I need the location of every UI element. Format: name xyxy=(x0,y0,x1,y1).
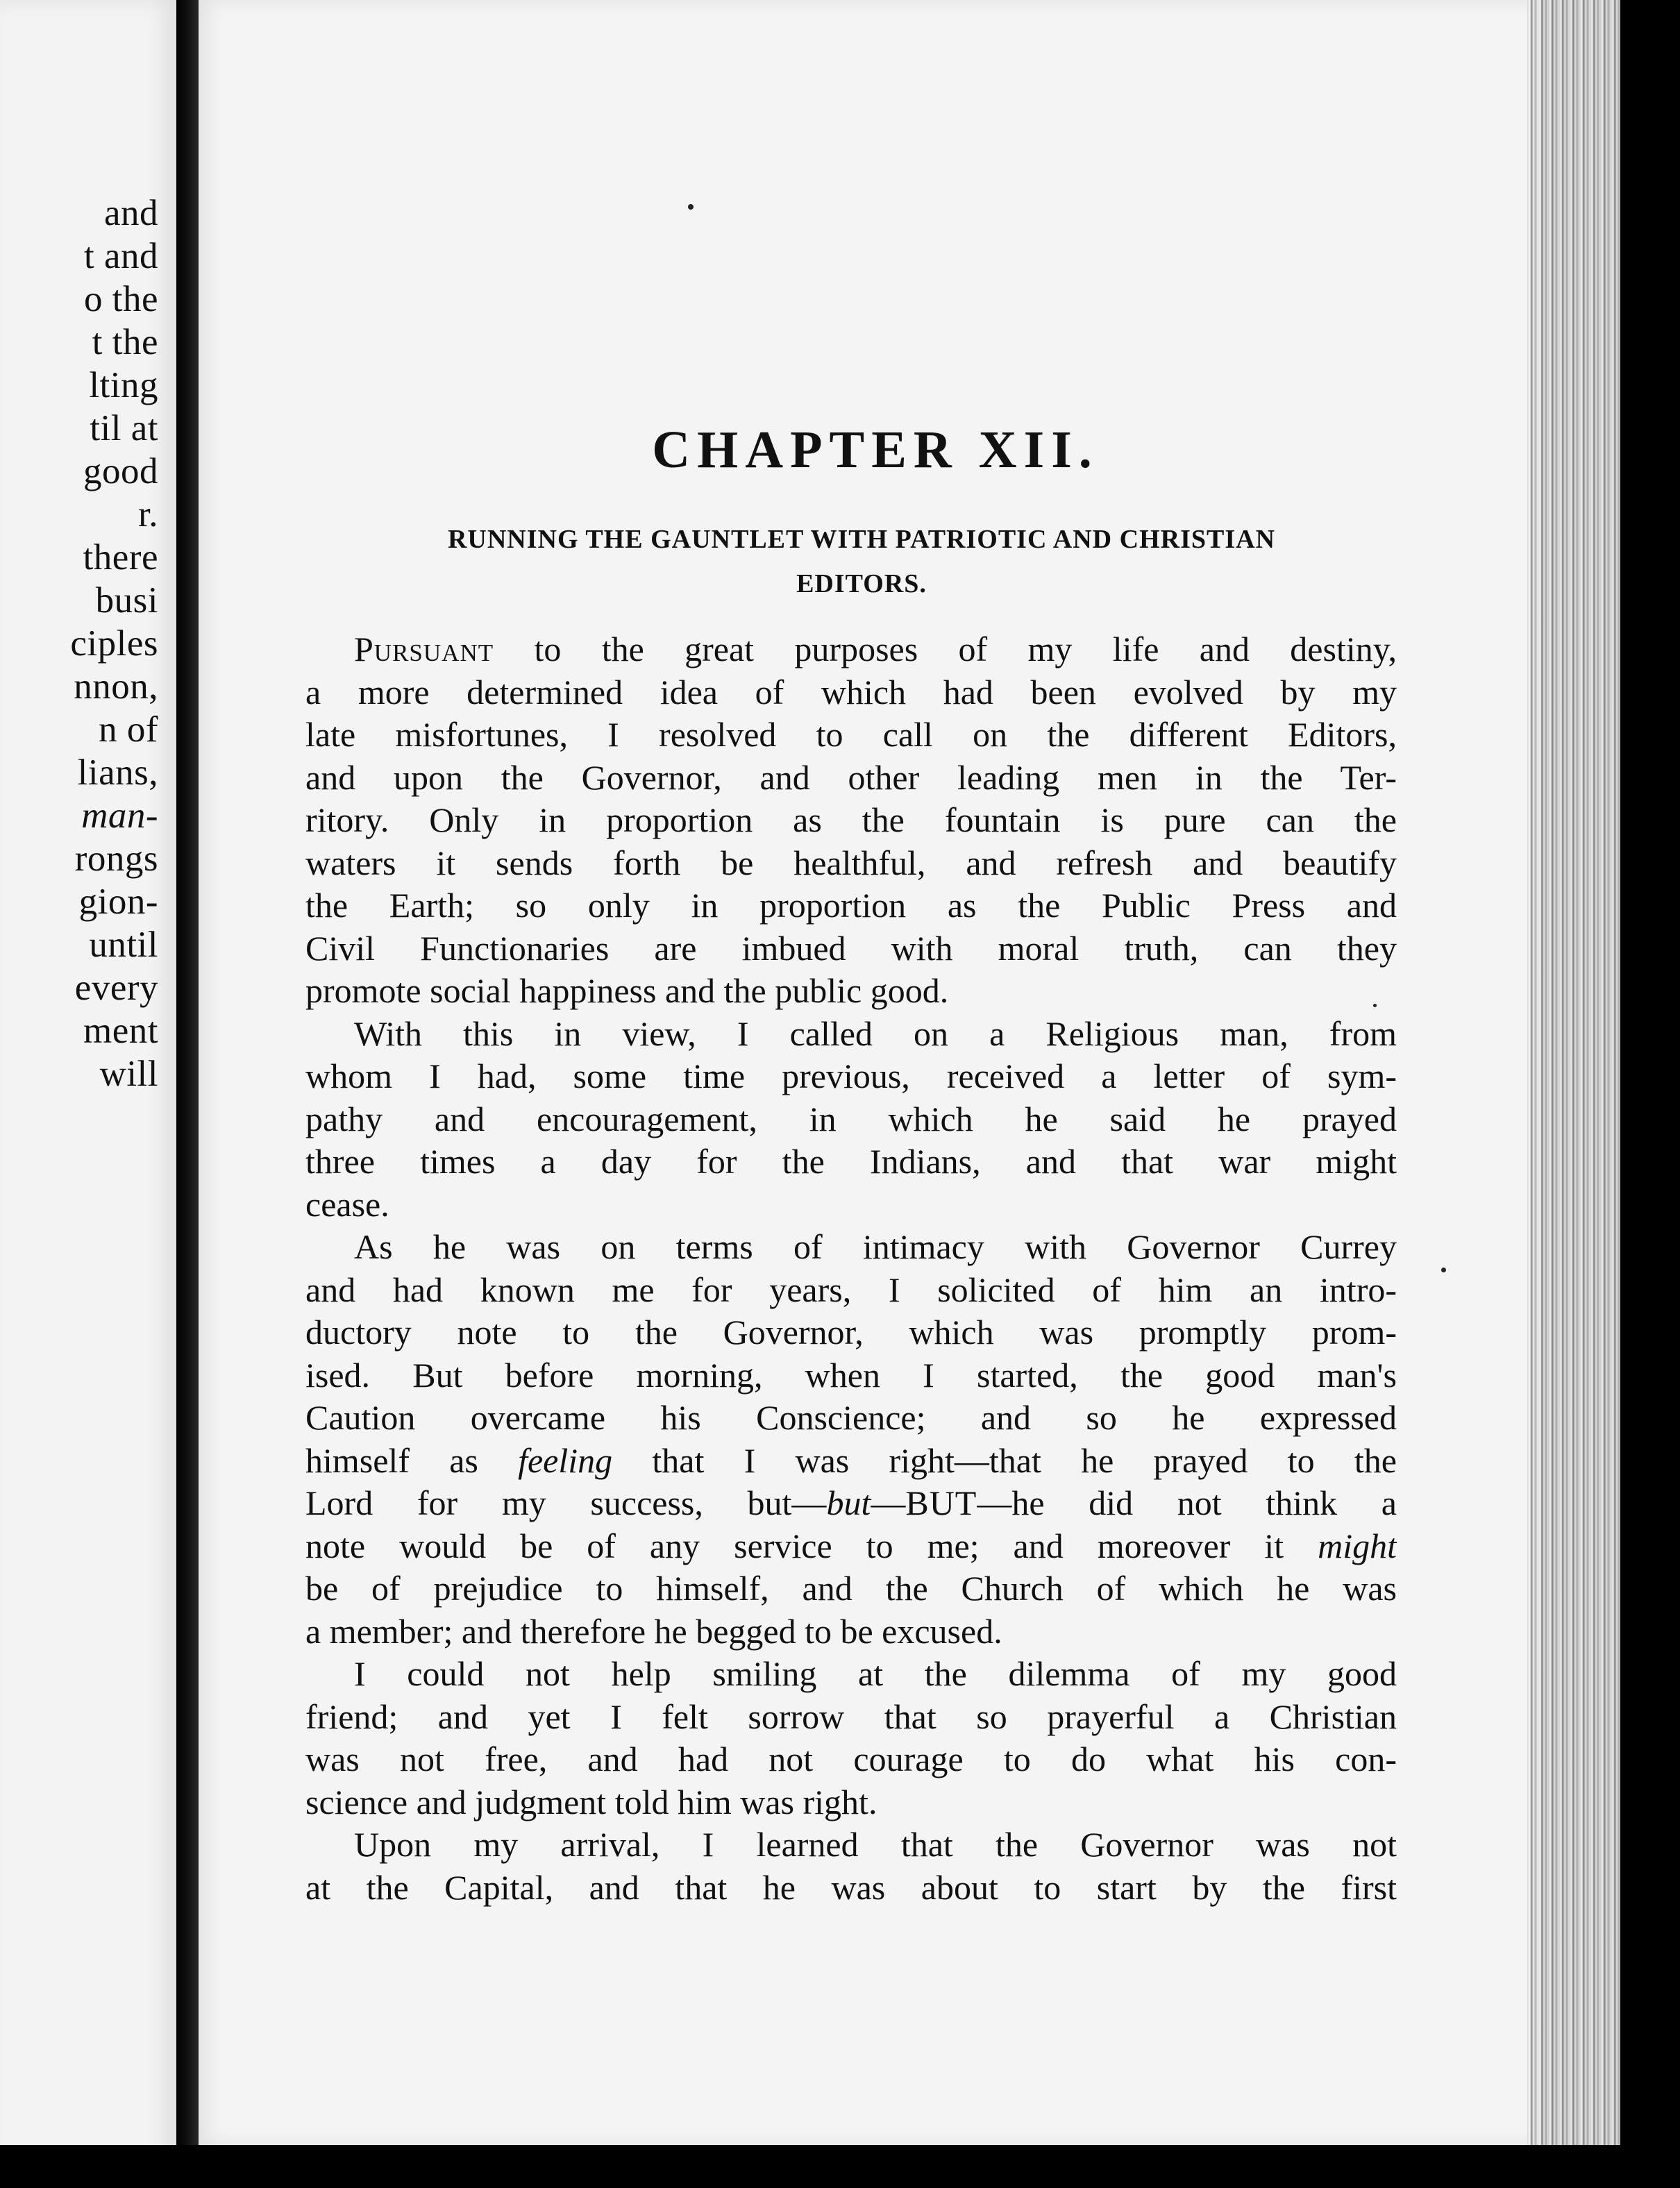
paragraph xyxy=(305,1824,1397,1909)
text-line xyxy=(305,1440,1397,1483)
text-line: three times a day for the Indians, and that war might xyxy=(305,1142,1397,1181)
scan-black-border-right xyxy=(1620,0,1680,2188)
italic-word: but xyxy=(826,1483,871,1522)
left-line: gion- xyxy=(78,882,158,922)
text-line xyxy=(305,1525,1397,1568)
line-text: note would be of any service to me; and moreover it xyxy=(305,1526,1318,1565)
left-line: nnon, xyxy=(74,666,158,707)
line-text: — xyxy=(871,1483,906,1522)
dust-speck xyxy=(1373,1004,1377,1007)
left-line: t and xyxy=(84,236,158,276)
text-line: As he was on terms of intimacy with Governor Currey xyxy=(354,1227,1397,1266)
left-line: lians, xyxy=(77,752,158,793)
chapter-title: CHAPTER XII. xyxy=(652,421,1099,479)
text-line xyxy=(305,628,1397,671)
text-line: ised. But before morning, when I started, the good man's xyxy=(305,1355,1397,1395)
left-page-fragment xyxy=(0,0,180,2188)
small-caps-word: BUT xyxy=(905,1483,977,1522)
line-text: to the great purposes of my life and destiny, xyxy=(534,630,1397,668)
paragraph xyxy=(305,1226,1397,1653)
faint-bleed-through-header xyxy=(596,132,1398,160)
line-text: Lord for my success, but— xyxy=(305,1483,827,1522)
left-line: will xyxy=(99,1054,158,1094)
left-line: good xyxy=(83,451,158,491)
left-line: til at xyxy=(90,408,158,448)
scan-black-border-bottom xyxy=(0,2145,1680,2188)
text-line: ritory. Only in proportion as the fountain is pure can the xyxy=(305,800,1397,839)
left-line: every xyxy=(74,968,158,1008)
text-line: whom I had, some time previous, received a letter of sym- xyxy=(305,1057,1397,1095)
left-line: n of xyxy=(99,709,158,750)
left-line: busi xyxy=(95,580,158,621)
left-line: ciples xyxy=(70,623,158,664)
left-line: rongs xyxy=(74,839,158,879)
text-line: at the Capital, and that he was about to start by the first xyxy=(305,1867,1397,1907)
dust-speck xyxy=(1441,1268,1446,1272)
paragraph xyxy=(305,628,1397,1013)
subtitle-line: RUNNING THE GAUNTLET WITH PATRIOTIC AND CHRISTIAN xyxy=(447,525,1276,554)
text-line: late misfortunes, I resolved to call on the different Editors, xyxy=(305,715,1397,754)
text-line: waters it sends forth be healthful, and refresh and beautify xyxy=(305,843,1397,882)
text-line: was not free, and had not courage to do what his con- xyxy=(305,1740,1397,1778)
text-line: science and judgment told him was right. xyxy=(305,1782,877,1821)
left-page-text xyxy=(70,192,158,1095)
line-text: that I was right—that he prayed to the xyxy=(612,1440,1397,1480)
text-line: the Earth; so only in proportion as the Public Press and xyxy=(305,886,1397,925)
subtitle-line: EDITORS. xyxy=(796,569,927,598)
left-line: t the xyxy=(92,322,158,362)
line-text: himself as xyxy=(305,1440,519,1480)
book-gutter-shadow xyxy=(176,0,201,2188)
text-line: Upon my arrival, I learned that the Governor was not xyxy=(354,1825,1397,1864)
dust-speck xyxy=(688,204,694,210)
page-edge-strips xyxy=(1527,0,1624,2152)
text-line xyxy=(305,1482,1397,1525)
text-line: promote social happiness and the public good. xyxy=(305,971,949,1010)
paragraph xyxy=(305,1653,1397,1824)
left-line: there xyxy=(83,537,158,578)
italic-word: feeling xyxy=(518,1440,613,1480)
text-line: I could not help smiling at the dilemma of my good xyxy=(354,1654,1397,1693)
left-line: until xyxy=(89,925,158,965)
left-line: r. xyxy=(138,494,158,535)
text-line: ductory note to the Governor, which was promptly prom- xyxy=(305,1313,1397,1352)
text-line: be of prejudice to himself, and the Church of which he was xyxy=(305,1569,1397,1608)
text-line: cease. xyxy=(305,1184,389,1224)
paragraph xyxy=(305,1013,1397,1227)
text-line: pathy and encouragement, in which he said he prayed xyxy=(305,1099,1397,1138)
text-line: and had known me for years, I solicited of him an intro- xyxy=(305,1270,1397,1309)
text-line: Civil Functionaries are imbued with moral truth, can they xyxy=(305,928,1397,968)
text-line: With this in view, I called on a Religious man, from xyxy=(354,1013,1397,1053)
left-line: man- xyxy=(81,796,158,836)
left-line: o the xyxy=(84,279,158,319)
left-line: and xyxy=(103,193,158,233)
chapter-subtitle xyxy=(317,517,1406,606)
chapter-body xyxy=(305,628,1397,1909)
left-line: ment xyxy=(83,1011,158,1051)
text-line: a more determined idea of which had been evolved by my xyxy=(305,672,1397,712)
left-line: lting xyxy=(89,365,158,405)
paragraph-lead: Pursuant xyxy=(354,630,494,668)
text-line: friend; and yet I felt sorrow that so prayerful a Christian xyxy=(305,1697,1397,1736)
line-text: —he did not think a xyxy=(977,1483,1397,1522)
text-line: Caution overcame his Conscience; and so he expressed xyxy=(305,1398,1397,1437)
italic-word: might xyxy=(1318,1526,1397,1565)
text-line: and upon the Governor, and other leading men in the Ter- xyxy=(305,757,1397,797)
text-line: a member; and therefore he begged to be excused. xyxy=(305,1611,1002,1651)
